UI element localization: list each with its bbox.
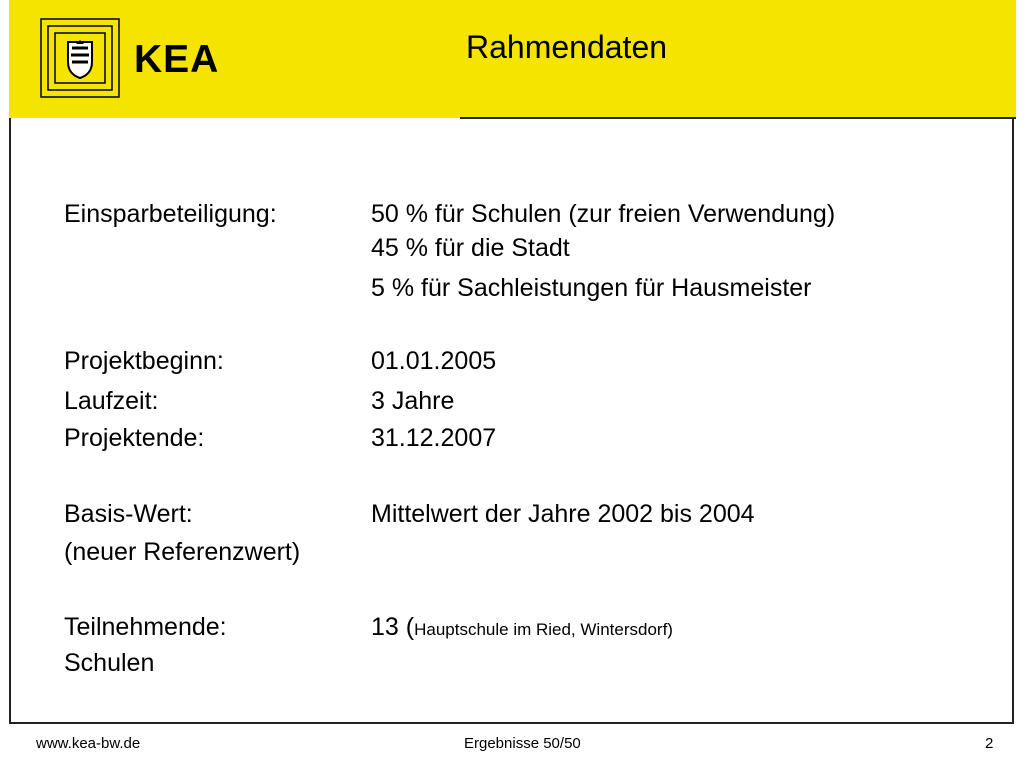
beginn-value: 01.01.2005 — [371, 347, 497, 375]
slide-title: Rahmendaten — [466, 29, 668, 65]
kea-logo-text: KEA — [134, 38, 220, 81]
einspar-value-city: 45 % für die Stadt — [371, 234, 570, 262]
teilnehmende-value — [371, 612, 673, 645]
laufzeit-value: 3 Jahre — [371, 387, 455, 415]
einspar-value-schools: 50 % für Schulen (zur freien Verwendung) — [371, 200, 836, 228]
einspar-label: Einsparbeteiligung: — [64, 200, 277, 228]
ende-value: 31.12.2007 — [371, 424, 497, 452]
teilnehmende-label-2: Schulen — [64, 649, 155, 677]
header-divider — [460, 117, 1016, 119]
footer-website[interactable]: www.kea-bw.de — [36, 735, 141, 752]
ende-label: Projektende: — [64, 424, 205, 452]
basis-sub-label: (neuer Referenzwert) — [64, 538, 301, 566]
laufzeit-label: Laufzeit: — [64, 387, 159, 415]
basis-value: Mittelwert der Jahre 2002 bis 2004 — [371, 500, 755, 528]
einspar-value-caretaker: 5 % für Sachleistungen für Hausmeister — [371, 274, 812, 302]
beginn-label: Projektbeginn: — [64, 347, 224, 375]
page-number: 2 — [985, 735, 994, 752]
footer-center: Ergebnisse 50/50 — [464, 735, 581, 752]
teilnehmende-count: 13 ( — [371, 613, 415, 641]
kea-logo-emblem — [40, 18, 120, 98]
basis-label: Basis-Wert: — [64, 500, 193, 528]
teilnehmende-detail: Hauptschule im Ried, Wintersdorf) — [414, 620, 673, 639]
teilnehmende-label: Teilnehmende: — [64, 613, 227, 641]
